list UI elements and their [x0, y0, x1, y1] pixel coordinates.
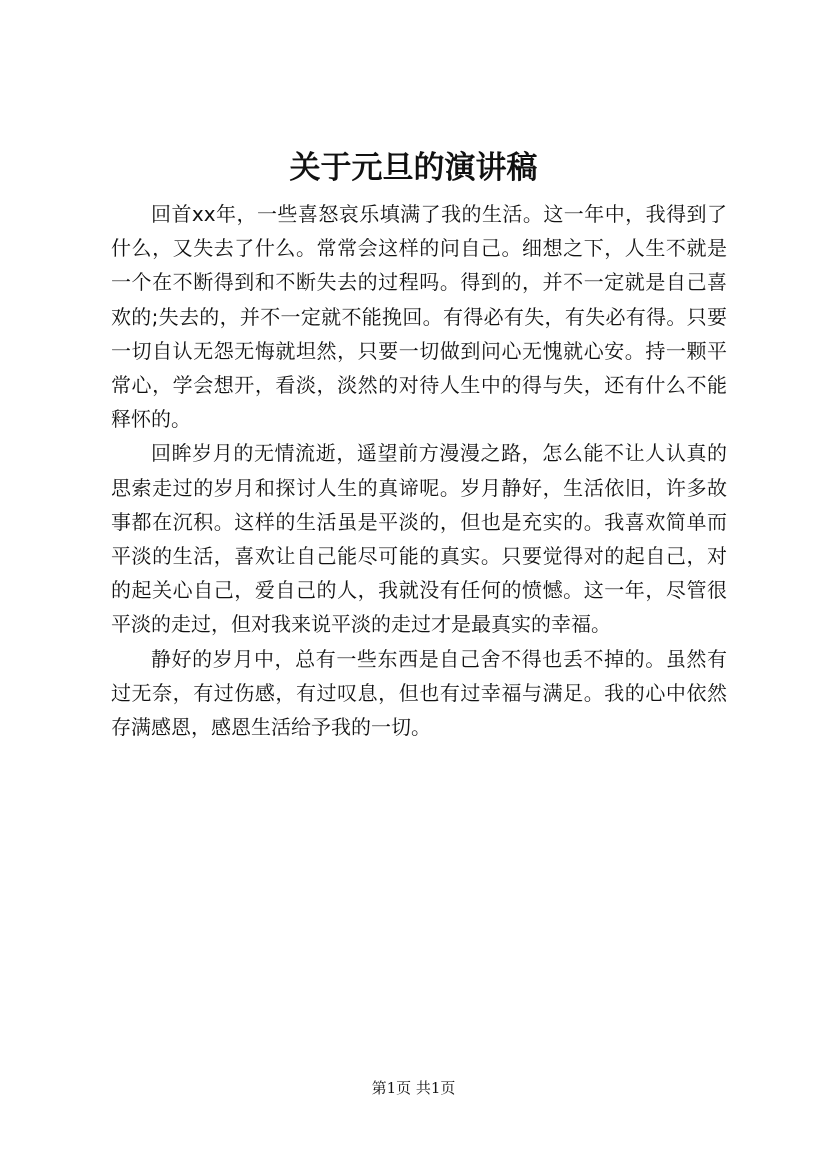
paragraph-3: 静好的岁月中，总有一些东西是自己舍不得也丢不掉的。虽然有过无奈，有过伤感，有过叹息，但也有过幸福与满足。我的心中依然存满感恩，感恩生活给予我的一切。	[111, 646, 727, 740]
paragraph-1: 回首xx年，一些喜怒哀乐填满了我的生活。这一年中，我得到了什么，又失去了什么。常常会这样的问自己。细想之下，人生不就是一个在不断得到和不断失去的过程吗。得到的，并不一定就是自己喜欢的;失去的，并不一定就不能挽回。有得必有失，有失必有得。只要一切自认无怨无悔就坦然，只要一切做到问心无愧就心安。持一颗平常心，学会想开，看淡，淡然的对待人生中的得与失，还有什么不能释怀的。	[111, 202, 727, 432]
document-title: 关于元旦的演讲稿	[289, 150, 538, 186]
paragraph-2: 回眸岁月的无情流逝，遥望前方漫漫之路，怎么能不让人认真的思索走过的岁月和探讨人生的真谛呢。岁月静好，生活依旧，许多故事都在沉积。这样的生活虽是平淡的，但也是充实的。我喜欢简单而平淡的生活，喜欢让自己能尽可能的真实。只要觉得对的起自己，对的起关心自己，爱自己的人，我就没有任何的愤憾。这一年，尽管很平淡的走过，但对我来说平淡的走过才是最真实的幸福。	[111, 441, 727, 637]
page-footer: 第1页 共1页	[371, 1079, 456, 1097]
document-body	[111, 197, 727, 744]
